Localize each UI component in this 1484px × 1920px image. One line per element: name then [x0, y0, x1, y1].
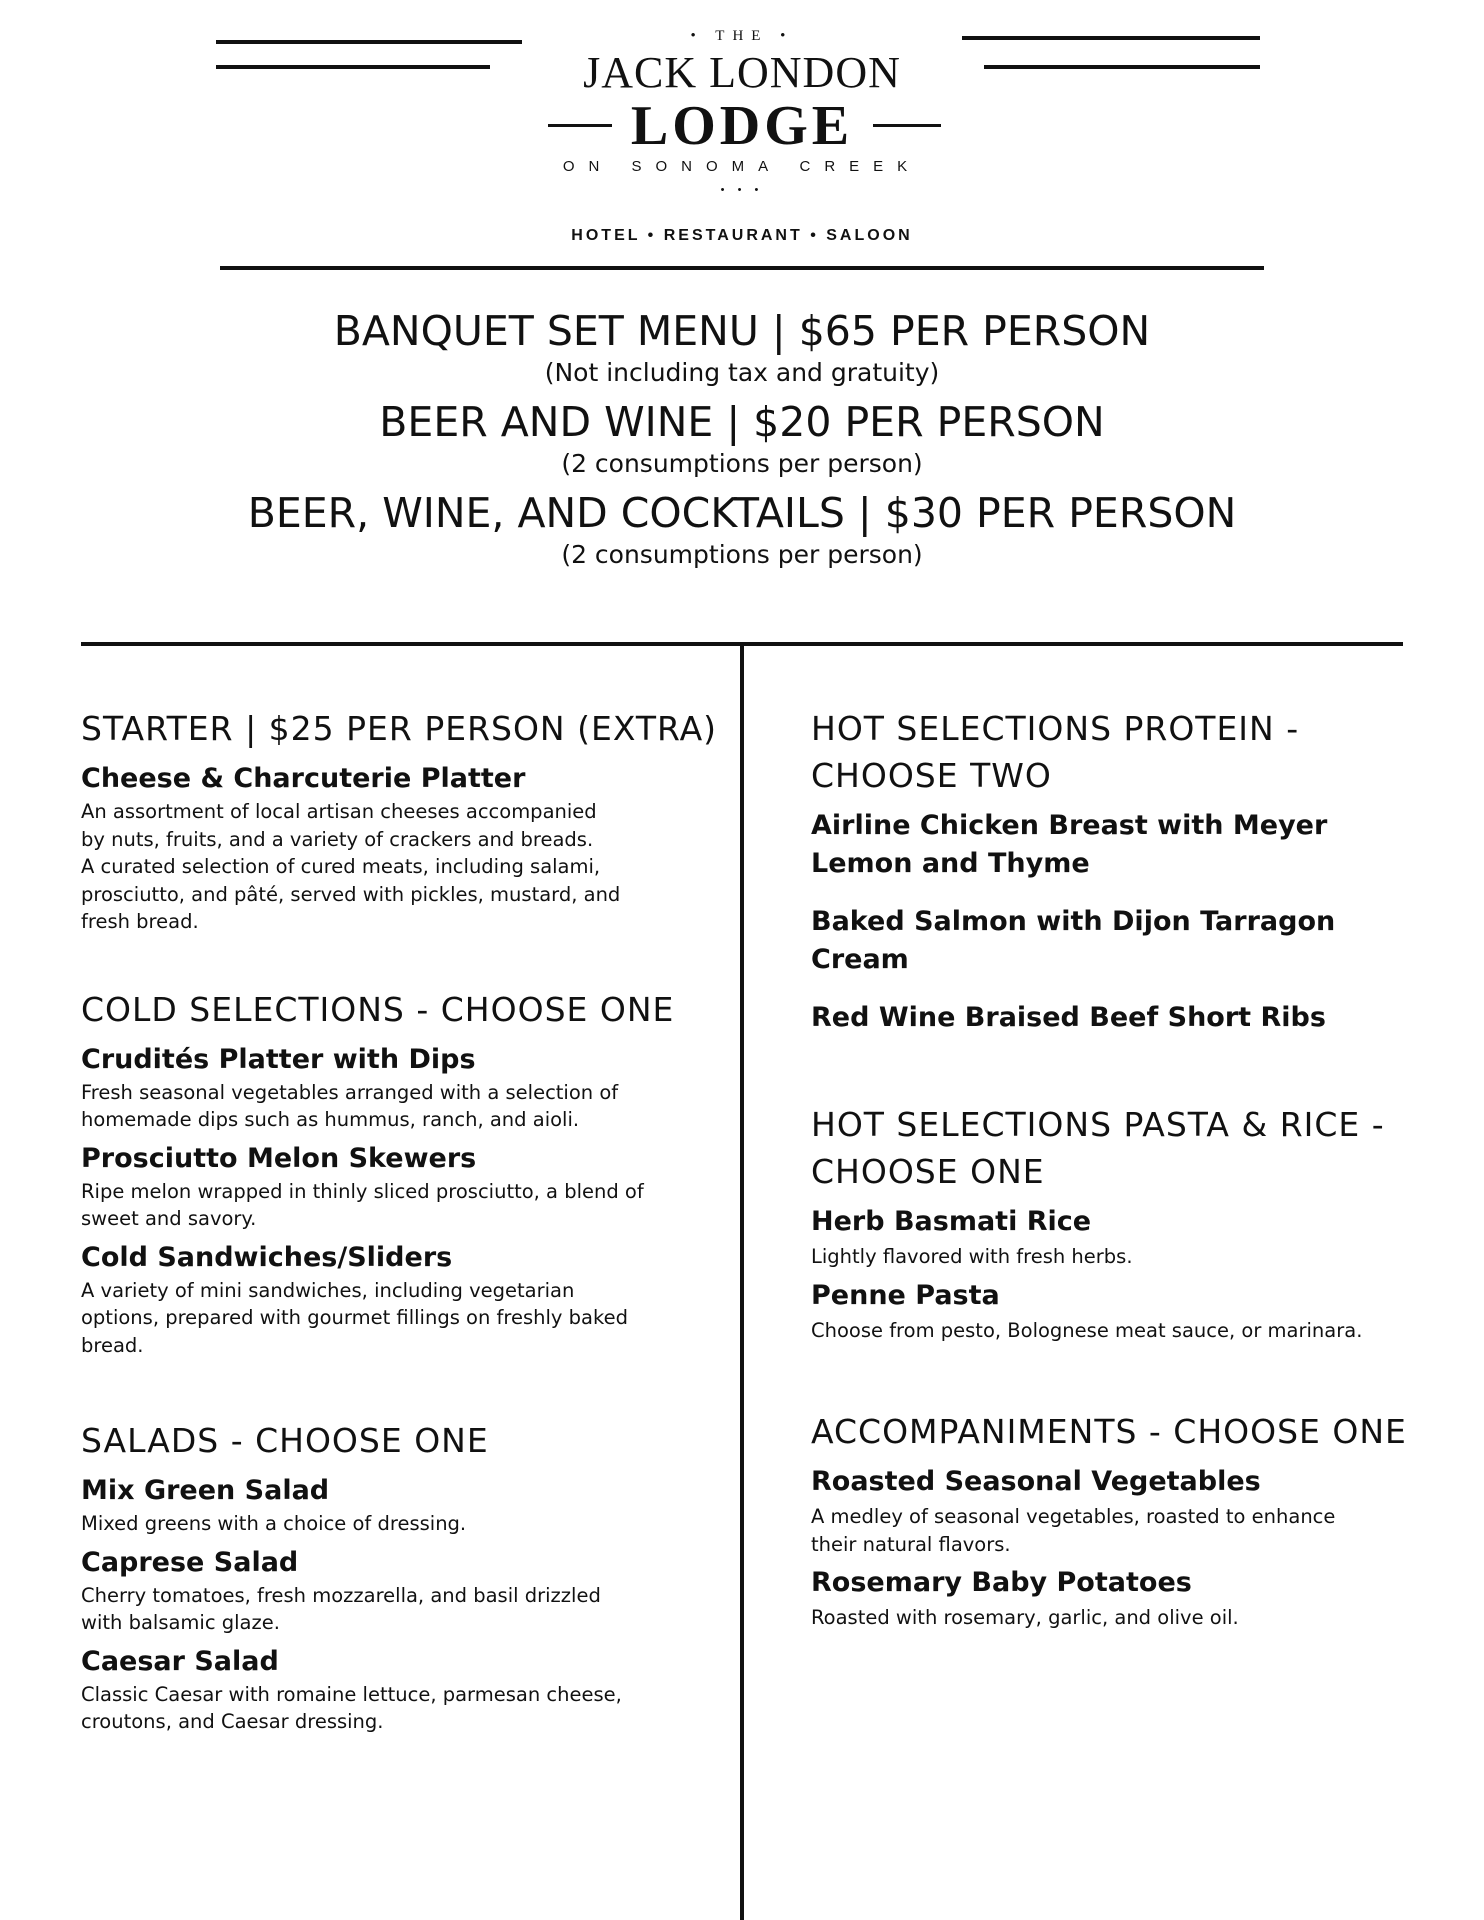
desc-line: options, prepared with gourmet fillings on freshly baked [81, 1306, 628, 1329]
menu-item-desc [81, 1510, 731, 1538]
price-note: (2 consumptions per person) [561, 540, 923, 569]
section-hot-protein [811, 705, 1431, 1037]
section-title [811, 705, 1431, 799]
section-starter [81, 705, 731, 936]
menu-item-name: Cold Sandwiches/Sliders [81, 1241, 453, 1273]
desc-line: fresh bread. [81, 910, 199, 933]
price-note: (2 consumptions per person) [561, 449, 923, 478]
menu-item-name: Caesar Salad [81, 1645, 279, 1677]
menu-item-desc [811, 1243, 1431, 1271]
desc-line: A medley of seasonal vegetables, roasted to enhance [811, 1505, 1336, 1528]
desc-line: A variety of mini sandwiches, including vegetarian [81, 1278, 575, 1302]
menu-item-desc [81, 1681, 731, 1736]
menu-item-desc [811, 1317, 1431, 1345]
price-headline: BEER AND WINE | $20 PER PERSON [379, 398, 1105, 446]
menu-item-name: Penne Pasta [811, 1279, 1000, 1311]
desc-line: Cherry tomatoes, fresh mozzarella, and basil drizzled [81, 1583, 601, 1607]
name-line: Lemon and Thyme [811, 848, 1090, 879]
menu-item-name: Cheese & Charcuterie Platter [81, 763, 526, 794]
desc-line: Fresh seasonal vegetables arranged with a selection of [81, 1080, 619, 1104]
menu-item-name: Herb Basmati Rice [811, 1206, 1092, 1237]
desc-line: An assortment of local artisan cheeses accompanied [81, 800, 597, 823]
section-title: COLD SELECTIONS - CHOOSE ONE [81, 989, 675, 1029]
menu-item-desc [81, 1277, 731, 1360]
price-headline: BANQUET SET MENU | $65 PER PERSON [333, 307, 1151, 355]
desc-line: their natural flavors. [811, 1532, 1011, 1556]
logo-lodge: LODGE [630, 95, 854, 157]
header-divider [220, 266, 1264, 270]
menu-item-name: Red Wine Braised Beef Short Ribs [811, 1002, 1326, 1033]
logo-dots: • • • [720, 184, 764, 196]
logo-the: • THE • [690, 28, 794, 44]
menu-item-desc [81, 1582, 731, 1637]
section-hot-pasta-rice [811, 1101, 1431, 1344]
desc-line: Classic Caesar with romaine lettuce, parmesan cheese, [81, 1682, 622, 1706]
menu-item-name: Prosciutto Melon Skewers [81, 1142, 477, 1174]
section-title: ACCOMPANIMENTS - CHOOSE ONE [811, 1412, 1407, 1451]
section-title: STARTER | $25 PER PERSON (EXTRA) [81, 709, 718, 748]
section-title [811, 1101, 1431, 1195]
desc-line: Lightly flavored with fresh herbs. [811, 1245, 1133, 1268]
name-line: Airline Chicken Breast with Meyer [811, 810, 1328, 841]
desc-line: by nuts, fruits, and a variety of crackers and breads. [81, 827, 594, 851]
menu-item-desc [81, 1178, 731, 1233]
menu-item-desc [811, 1604, 1431, 1632]
menu-item-desc [81, 1079, 731, 1134]
column-divider [740, 644, 744, 1920]
menu-item-name [811, 807, 1431, 883]
desc-line: Mixed greens with a choice of dressing. [81, 1512, 467, 1535]
section-accompaniments [811, 1408, 1431, 1632]
price-headline: BEER, WINE, AND COCKTAILS | $30 PER PERSON [247, 489, 1237, 537]
logo-on-sonoma-creek: ON SONOMA CREEK [562, 158, 922, 175]
menu-item-name: Crudités Platter with Dips [81, 1043, 476, 1075]
section-cold-selections [81, 986, 731, 1360]
menu-item-name: Roasted Seasonal Vegetables [811, 1466, 1261, 1497]
section-title: SALADS - CHOOSE ONE [81, 1421, 489, 1460]
title-line: CHOOSE TWO [811, 756, 1052, 795]
desc-line: sweet and savory. [81, 1207, 257, 1230]
menu-item-desc [81, 798, 731, 936]
pricing-block [0, 306, 1484, 579]
desc-line: croutons, and Caesar dressing. [81, 1710, 384, 1733]
logo-tagline: HOTEL • RESTAURANT • SALOON [571, 227, 913, 244]
right-column [811, 705, 1431, 1690]
desc-line: A curated selection of cured meats, including salami, [81, 855, 601, 878]
title-line: HOT SELECTIONS PASTA & RICE - [811, 1105, 1385, 1144]
price-note: (Not including tax and gratuity) [544, 358, 940, 387]
desc-line: with balsamic glaze. [81, 1611, 280, 1634]
menu-item-desc [811, 1503, 1431, 1558]
menu-item-name: Rosemary Baby Potatoes [811, 1567, 1192, 1598]
menu-item-name: Mix Green Salad [81, 1475, 330, 1506]
left-column [81, 705, 731, 1794]
desc-line: homemade dips such as hummus, ranch, and aioli. [81, 1108, 580, 1131]
section-salads [81, 1417, 731, 1736]
logo-jack-london: JACK LONDON [583, 48, 901, 97]
menu-item-name: Caprese Salad [81, 1546, 299, 1578]
title-line: HOT SELECTIONS PROTEIN - [811, 709, 1300, 748]
menu-item-name: Baked Salmon with Dijon Tarragon Cream [811, 906, 1336, 975]
desc-line: Ripe melon wrapped in thinly sliced prosciutto, a blend of [81, 1179, 644, 1203]
desc-line: Choose from pesto, Bolognese meat sauce, or marinara. [811, 1318, 1363, 1342]
desc-line: bread. [81, 1333, 144, 1357]
title-line: CHOOSE ONE [811, 1152, 1045, 1191]
desc-line: Roasted with rosemary, garlic, and olive oil. [811, 1606, 1239, 1629]
desc-line: prosciutto, and pâté, served with pickles, mustard, and [81, 882, 621, 906]
